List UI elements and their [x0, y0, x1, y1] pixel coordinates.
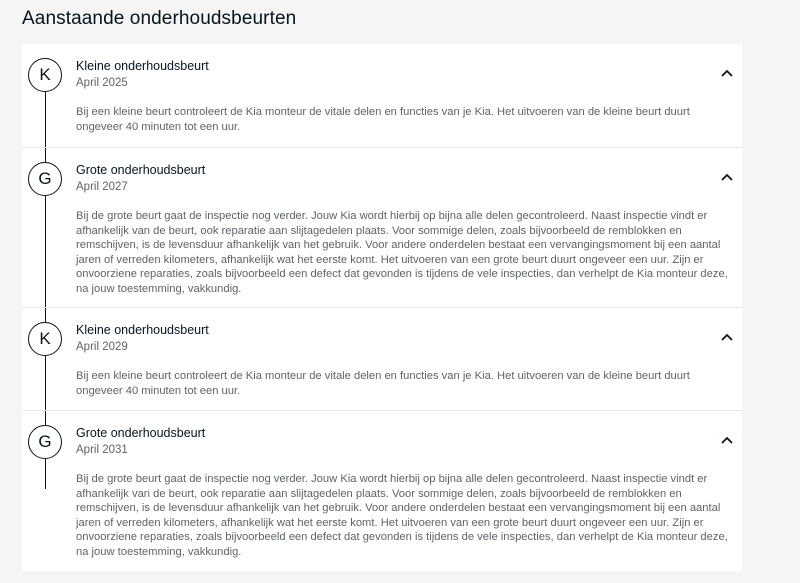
collapse-toggle-button[interactable] — [720, 433, 734, 447]
maintenance-item — [22, 308, 742, 411]
collapse-toggle-button[interactable] — [720, 330, 734, 344]
maintenance-item-title: Grote onderhoudsbeurt — [76, 426, 206, 440]
maintenance-item — [22, 148, 742, 308]
maintenance-item-description: Bij de grote beurt gaat de inspectie nog verder. Jouw Kia wordt hierbij op bijna alle delen gecontroleerd. Naast inspectie vindt er afhankelijk van de beurt, ook reparatie aan slijtagedelen plaats. Voor sommige delen, zoals bijvoorbeeld de remblokken en remschijven, is de levensduur afhankelijk van het gebruik. Voor andere onderdelen bestaat een vervangingsmoment bij een aantal jaren of verreden kilometers, afhankelijk wat het eerste komt. Het uitvoeren van een grote beurt duurt ongeveer een uur. Zijn er onvoorziene reparaties, zoals bijvoorbeeld een defect dat gevonden is tijdens de vele inspecties, dan verhelpt de Kia monteur deze, na jouw toestemming, vakkundig. — [76, 473, 728, 558]
maintenance-item — [22, 44, 742, 148]
maintenance-item-description: Bij de grote beurt gaat de inspectie nog verder. Jouw Kia wordt hierbij op bijna alle delen gecontroleerd. Naast inspectie vindt er afhankelijk van de beurt, ook reparatie aan slijtagedelen plaats. Voor sommige delen, zoals bijvoorbeeld de remblokken en remschijven, is de levensduur afhankelijk van het gebruik. Voor andere onderdelen bestaat een vervangingsmoment bij een aantal jaren of verreden kilometers, afhankelijk wat het eerste komt. Het uitvoeren van een grote beurt duurt ongeveer een uur. Zijn er onvoorziene reparaties, zoals bijvoorbeeld een defect dat gevonden is tijdens de vele inspecties, dan verhelpt de Kia monteur deze, na jouw toestemming, vakkundig. — [76, 210, 728, 295]
maintenance-item-date: April 2027 — [76, 181, 128, 193]
collapse-toggle-button[interactable] — [720, 66, 734, 80]
page-title: Aanstaande onderhoudsbeurten — [22, 8, 297, 29]
maintenance-type-badge: G — [28, 162, 62, 196]
maintenance-item-description: Bij een kleine beurt controleert de Kia monteur de vitale delen en functies van je Kia. Het uitvoeren van de kleine beurt duurt ongeveer 40 minuten tot een uur. — [76, 106, 690, 133]
maintenance-item-date: April 2031 — [76, 444, 128, 456]
maintenance-item-description: Bij een kleine beurt controleert de Kia monteur de vitale delen en functies van je Kia. Het uitvoeren van de kleine beurt duurt ongeveer 40 minuten tot een uur. — [76, 370, 690, 397]
maintenance-item-date: April 2025 — [76, 77, 128, 89]
chevron-up-icon — [721, 173, 733, 181]
maintenance-item-date: April 2029 — [76, 341, 128, 353]
maintenance-timeline — [22, 44, 742, 571]
chevron-up-icon — [721, 333, 733, 341]
maintenance-item — [22, 411, 742, 571]
maintenance-type-badge: G — [28, 425, 62, 459]
collapse-toggle-button[interactable] — [720, 170, 734, 184]
maintenance-item-title: Grote onderhoudsbeurt — [76, 163, 206, 177]
maintenance-item-title: Kleine onderhoudsbeurt — [76, 59, 209, 73]
maintenance-type-badge: K — [28, 322, 62, 356]
maintenance-type-badge: K — [28, 58, 62, 92]
chevron-up-icon — [721, 69, 733, 77]
maintenance-item-title: Kleine onderhoudsbeurt — [76, 323, 209, 337]
chevron-up-icon — [721, 436, 733, 444]
